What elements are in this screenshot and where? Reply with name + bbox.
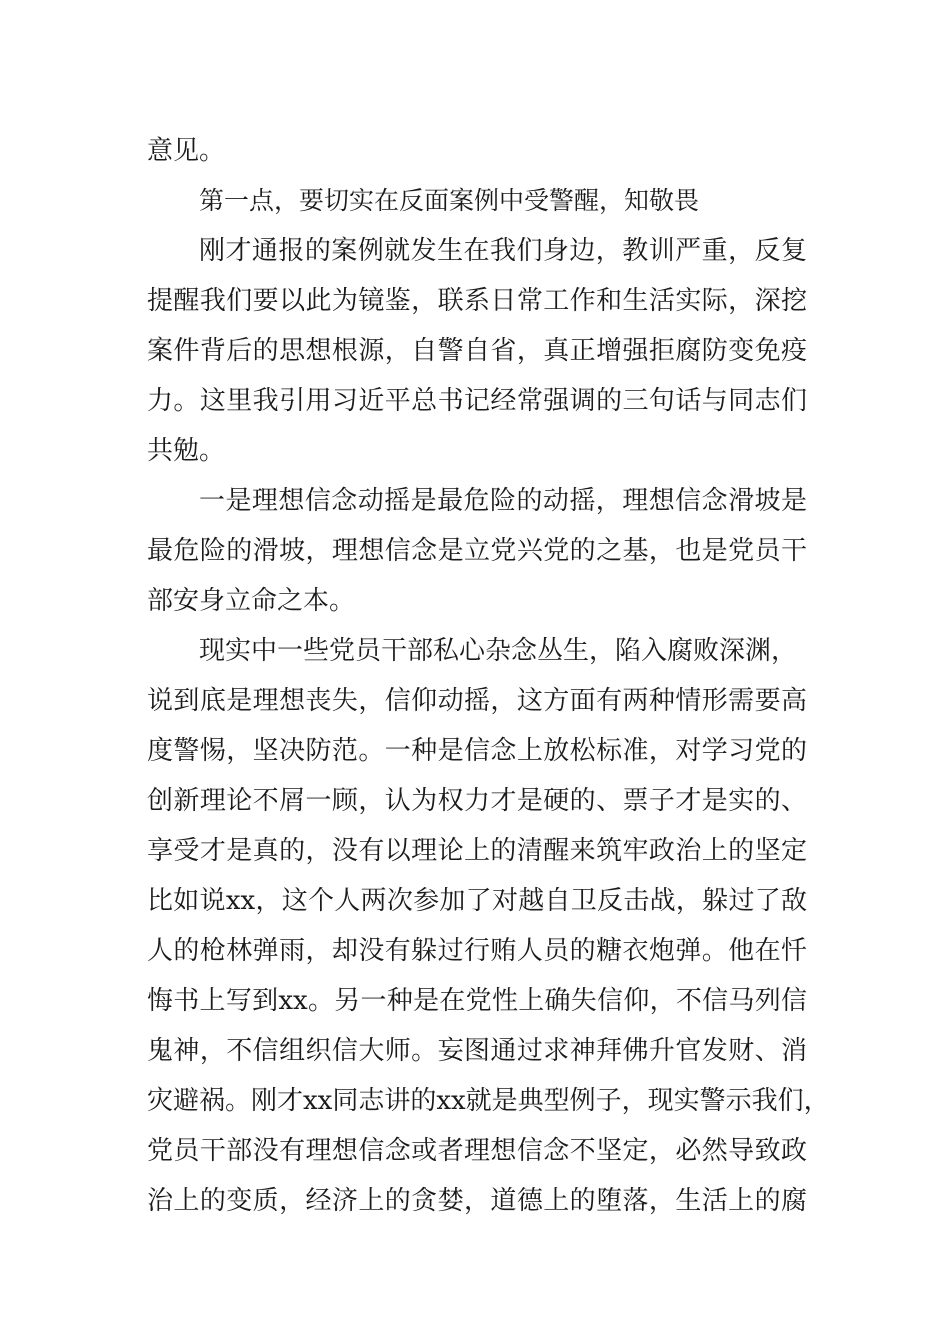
- document-body: [147, 126, 830, 1226]
- text-line: 创新理论不屑一顾，认为权力才是硬的、票子才是实的、: [147, 786, 807, 816]
- text-line: 部安身立命之本。: [147, 586, 356, 616]
- text-line: 刚才通报的案例就发生在我们身边，教训严重，反复: [199, 236, 807, 266]
- text-line: 力。这里我引用习近平总书记经常强调的三句话与同志们: [147, 386, 807, 416]
- text-line: 一是理想信念动摇是最危险的动摇，理想信念滑坡是: [199, 486, 807, 516]
- text-line: 提醒我们要以此为镜鉴，联系日常工作和生活实际，深挖: [147, 286, 807, 316]
- text-line: 案件背后的思想根源，自警自省，真正增强拒腐防变免疫: [147, 336, 807, 366]
- text-line: 说到底是理想丧失，信仰动摇，这方面有两种情形需要高: [147, 686, 807, 716]
- text-line: 党员干部没有理想信念或者理想信念不坚定，必然导致政: [147, 1136, 807, 1166]
- text-line: 鬼神，不信组织信大师。妄图通过求神拜佛升官发财、消: [147, 1036, 807, 1066]
- text-line: 最危险的滑坡，理想信念是立党兴党的之基，也是党员干: [147, 536, 807, 566]
- text-line: 比如说xx，这个人两次参加了对越自卫反击战，躲过了敌: [147, 886, 807, 916]
- text-line: 享受才是真的，没有以理论上的清醒来筑牢政治上的坚定: [147, 836, 807, 866]
- text-line: 度警惕，坚决防范。一种是信念上放松标准，对学习党的: [147, 736, 807, 766]
- text-line: 共勉。: [147, 436, 226, 466]
- text-line: 治上的变质，经济上的贪婪，道德上的堕落，生活上的腐: [147, 1186, 807, 1216]
- section-heading: 第一点，要切实在反面案例中受警醒，知敬畏: [199, 186, 700, 215]
- text-line: 悔书上写到xx。另一种是在党性上确失信仰，不信马列信: [147, 986, 807, 1016]
- text-line: 意见。: [147, 136, 226, 166]
- text-line: 人的枪林弹雨，却没有躲过行贿人员的糖衣炮弹。他在忏: [147, 936, 807, 966]
- text-line: 现实中一些党员干部私心杂念丛生，陷入腐败深渊，: [199, 636, 798, 666]
- text-line: 灾避祸。刚才xx同志讲的xx就是典型例子，现实警示我们，: [147, 1086, 830, 1116]
